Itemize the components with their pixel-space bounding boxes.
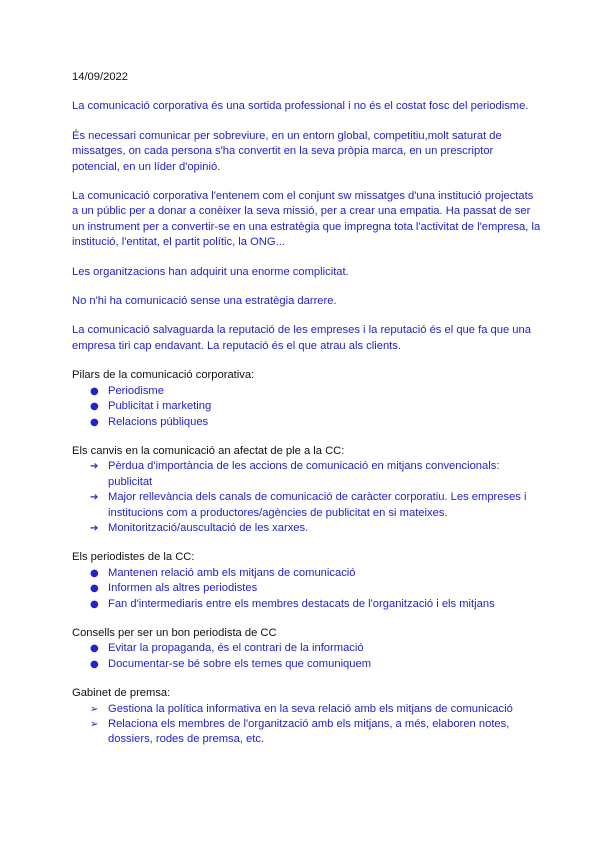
list-item: ● Informen als altres periodistes bbox=[72, 581, 542, 596]
arrowhead-right-icon: ➢ bbox=[90, 719, 99, 730]
section-heading-advice: Consells per ser un bon periodista de CC bbox=[72, 626, 277, 639]
bullet-icon: ● bbox=[90, 658, 99, 670]
list-item: ● Periodisme bbox=[72, 384, 542, 399]
list-journalists bbox=[72, 566, 542, 612]
list-item: ➔ Major rellevància dels canals de comunicació de caràcter corporatiu. Les empreses i institucions com a productores/agències de publicitat en si mateixes. bbox=[90, 491, 527, 519]
bullet-icon: ● bbox=[90, 416, 99, 428]
list-item: ➢ Relaciona els membres de l'organització amb els mitjans, a més, elaboren notes, dossiers, rodes de premsa, etc. bbox=[90, 718, 510, 746]
list-item: ● Documentar-se bé sobre els temes que comuniquem bbox=[72, 657, 542, 672]
paragraph-corporate-communication: La comunicació corporativa és una sortida professional i no és el costat fosc del periodisme. bbox=[72, 100, 529, 113]
paragraph-reputation: La comunicació salvaguarda la reputació de les empreses i la reputació és el que fa que una empresa tiri cap endavant. La reputació és el que atrau als clients. bbox=[72, 324, 531, 352]
arrowhead-right-icon: ➢ bbox=[90, 703, 99, 715]
bullet-icon: ● bbox=[90, 401, 99, 413]
paragraph-organizations: Les organitzacions han adquirit una enorme complicitat. bbox=[72, 265, 349, 278]
bullet-icon: ● bbox=[90, 385, 99, 397]
section-heading-changes: Els canvis en la comunicació an afectat de ple a la CC: bbox=[72, 444, 345, 457]
section-heading-journalists: Els periodistes de la CC: bbox=[72, 551, 195, 564]
list-press-office bbox=[72, 702, 542, 748]
bullet-icon: ● bbox=[90, 598, 99, 610]
list-item: ➢ Gestiona la política informativa en la seva relació amb els mitjans de comunicació bbox=[72, 702, 542, 717]
paragraph-need-to-communicate: És necessari comunicar per sobreviure, en un entorn global, competitiu,molt saturat de missatges, on cada persona s'ha convertit en la seva pròpia marca, en un prescriptor potencial, en un líder d'opinió. bbox=[72, 129, 502, 173]
arrow-right-icon: ➔ bbox=[90, 522, 99, 534]
paragraph-strategy: No n'hi ha comunicació sense una estratègia darrere. bbox=[72, 295, 337, 308]
list-item: ● Publicitat i marketing bbox=[72, 399, 542, 414]
arrow-right-icon: ➔ bbox=[90, 492, 99, 504]
list-item: ● Mantenen relació amb els mitjans de comunicació bbox=[72, 566, 542, 581]
list-item: ● Relacions públiques bbox=[72, 415, 542, 430]
list-item: ➔ Monitorització/auscultació de les xarxes. bbox=[72, 521, 542, 536]
list-item: ● Evitar la propaganda, és el contrari de la informació bbox=[72, 641, 542, 656]
document-date: 14/09/2022 bbox=[72, 71, 128, 83]
document-page bbox=[72, 70, 542, 762]
list-changes bbox=[72, 459, 542, 536]
section-heading-pillars: Pilars de la comunicació corporativa: bbox=[72, 369, 255, 382]
paragraph-definition: La comunicació corporativa l'entenem com el conjunt sw missatges d'una institució projectats a un públic per a donar a conèixer la seva missió, per a crear una empatia. Ha passat de ser un instrument per a convertir-se en una estratègia que impregna tota l'activitat de l'empresa, la institució, l'entitat, el partit polític, la ONG... bbox=[72, 190, 541, 249]
bullet-icon: ● bbox=[90, 583, 99, 595]
list-pillars bbox=[72, 384, 542, 430]
arrow-right-icon: ➔ bbox=[90, 461, 99, 473]
bullet-icon: ● bbox=[90, 567, 99, 579]
list-item: ➔ Pèrdua d'importància de les accions de comunicació en mitjans convencionals: publicitat bbox=[90, 460, 500, 488]
bullet-icon: ● bbox=[90, 643, 99, 655]
list-advice bbox=[72, 641, 542, 672]
section-heading-press-office: Gabinet de premsa: bbox=[72, 687, 171, 700]
list-item: ● Fan d'intermediaris entre els membres destacats de l'organització i els mitjans bbox=[72, 597, 542, 612]
